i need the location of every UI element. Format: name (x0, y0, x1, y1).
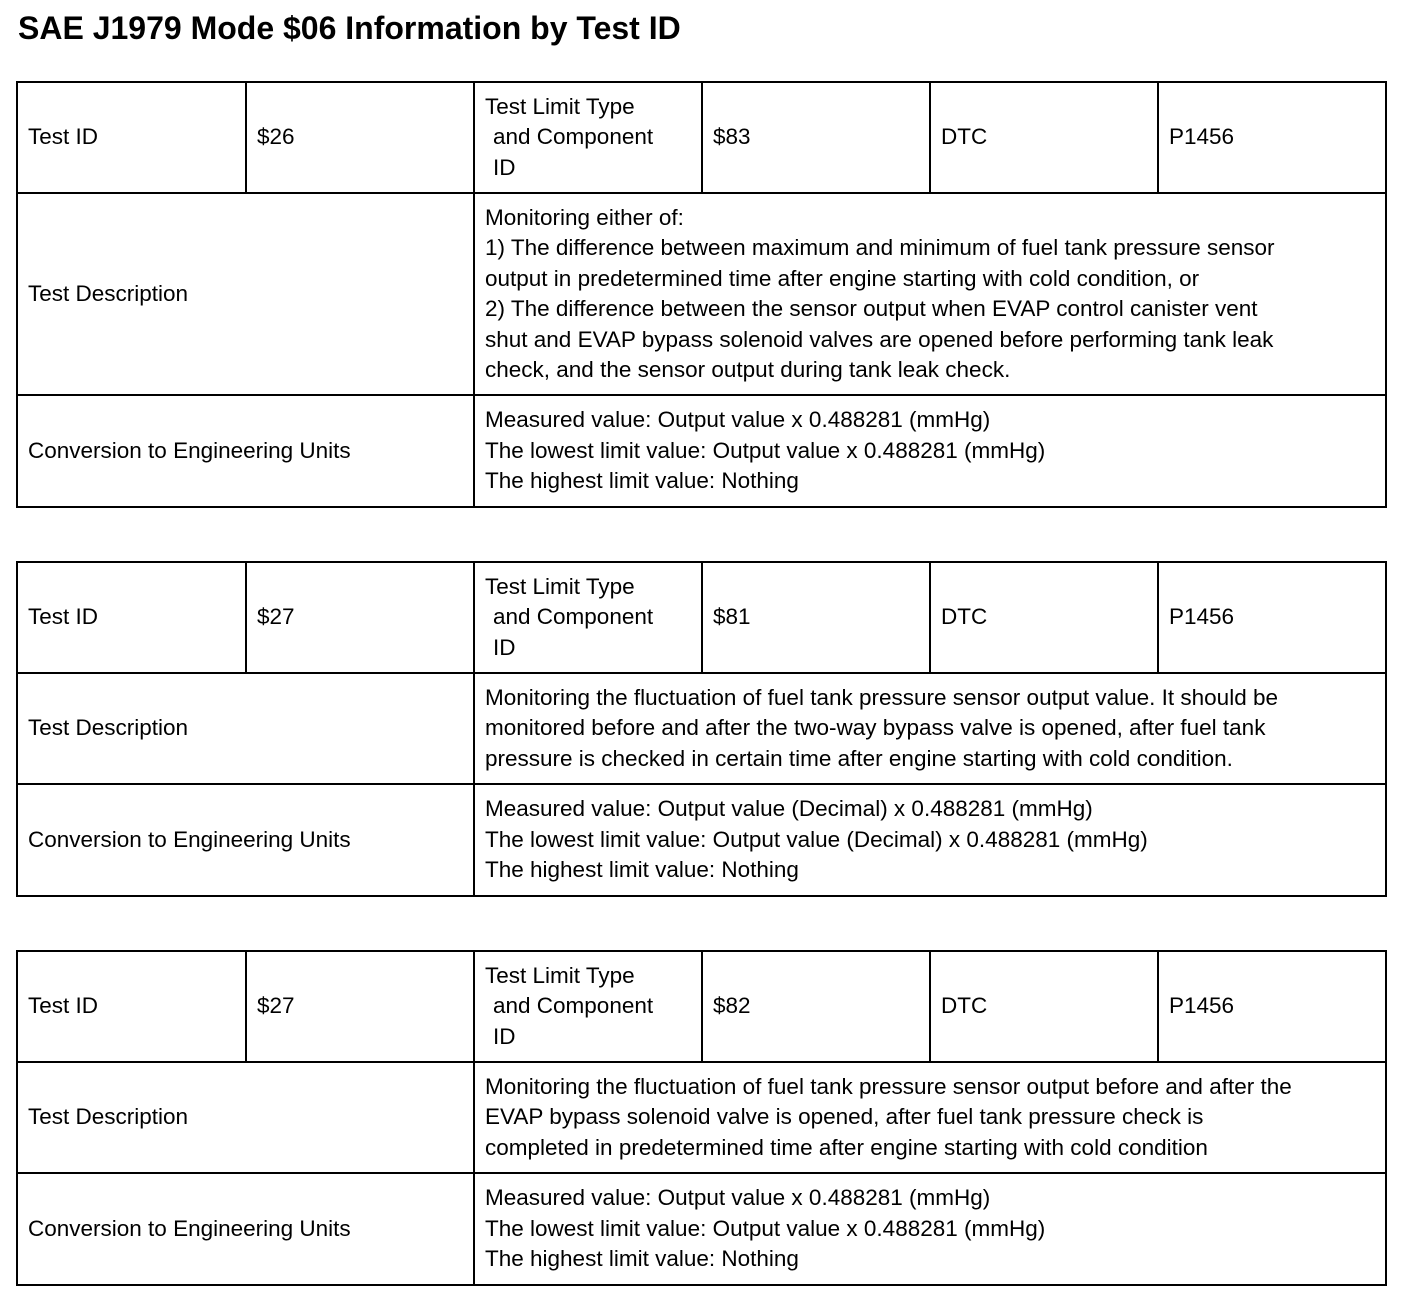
dtc-value: P1456 (1158, 562, 1386, 673)
conversion-label: Conversion to Engineering Units (17, 1173, 474, 1285)
conversion-line: Measured value: Output value (Decimal) x 0.488281 (mmHg) (485, 796, 1093, 822)
conversion-line: The highest limit value: Nothing (485, 1246, 799, 1272)
description-line: monitored before and after the two-way bypass valve is opened, after fuel tank (485, 715, 1266, 741)
limit-type-value: $82 (702, 951, 930, 1062)
limit-type-label (474, 951, 702, 1062)
limit-type-label-line: Test Limit Type (485, 93, 635, 119)
limit-type-label-line: ID (493, 154, 516, 180)
conversion-value (474, 395, 1386, 507)
conversion-line: The highest limit value: Nothing (485, 468, 799, 494)
description-line: completed in predetermined time after engine starting with cold condition (485, 1134, 1208, 1160)
dtc-value: P1456 (1158, 82, 1386, 193)
description-line: Monitoring either of: (485, 204, 684, 230)
test-description-value (474, 193, 1386, 395)
dtc-value: P1456 (1158, 951, 1386, 1062)
test-id-value: $27 (246, 951, 474, 1062)
limit-type-value: $83 (702, 82, 930, 193)
description-line: check, and the sensor output during tank leak check. (485, 357, 1011, 382)
limit-type-label (474, 82, 702, 193)
limit-type-label (474, 562, 702, 673)
conversion-label: Conversion to Engineering Units (17, 395, 474, 507)
conversion-value (474, 784, 1386, 896)
conversion-value (474, 1173, 1386, 1285)
limit-type-value: $81 (702, 562, 930, 673)
conversion-line: The lowest limit value: Output value x 0.488281 (mmHg) (485, 1215, 1046, 1241)
test-info-table (16, 81, 1387, 508)
dtc-label: DTC (930, 562, 1158, 673)
page-title: SAE J1979 Mode $06 Information by Test ID (18, 10, 681, 46)
description-line: output in predetermined time after engine starting with cold condition, or (485, 265, 1200, 291)
description-line: EVAP bypass solenoid valve is opened, after fuel tank pressure check is (485, 1104, 1204, 1130)
test-info-table (16, 950, 1387, 1286)
limit-type-label-line: ID (493, 1023, 516, 1049)
test-description-label: Test Description (17, 1062, 474, 1173)
dtc-label: DTC (930, 951, 1158, 1062)
limit-type-label-line: and Component (493, 993, 654, 1019)
description-line: shut and EVAP bypass solenoid valves are opened before performing tank leak (485, 326, 1274, 352)
conversion-line: The lowest limit value: Output value x 0.488281 (mmHg) (485, 437, 1046, 463)
test-description-value (474, 673, 1386, 784)
limit-type-label-line: and Component (493, 604, 654, 630)
test-description-label: Test Description (17, 673, 474, 784)
limit-type-label-line: ID (493, 634, 516, 660)
description-line: 2) The difference between the sensor output when EVAP control canister vent (485, 296, 1258, 321)
conversion-label: Conversion to Engineering Units (17, 784, 474, 896)
description-line: pressure is checked in certain time after engine starting with cold condition. (485, 745, 1233, 771)
test-id-label: Test ID (17, 82, 246, 193)
limit-type-label-line: and Component (493, 124, 654, 150)
test-description-label: Test Description (17, 193, 474, 395)
test-id-value: $26 (246, 82, 474, 193)
dtc-label: DTC (930, 82, 1158, 193)
conversion-line: Measured value: Output value x 0.488281 (mmHg) (485, 407, 991, 433)
limit-type-label-line: Test Limit Type (485, 573, 635, 599)
description-line: 1) The difference between maximum and minimum of fuel tank pressure sensor (485, 235, 1275, 260)
test-id-label: Test ID (17, 562, 246, 673)
conversion-line: The lowest limit value: Output value (Decimal) x 0.488281 (mmHg) (485, 826, 1148, 852)
limit-type-label-line: Test Limit Type (485, 962, 635, 988)
description-line: Monitoring the fluctuation of fuel tank pressure sensor output before and after the (485, 1073, 1292, 1099)
test-info-table (16, 561, 1387, 897)
test-description-value (474, 1062, 1386, 1173)
conversion-line: The highest limit value: Nothing (485, 857, 799, 883)
test-id-label: Test ID (17, 951, 246, 1062)
description-line: Monitoring the fluctuation of fuel tank pressure sensor output value. It should be (485, 684, 1278, 710)
test-id-value: $27 (246, 562, 474, 673)
conversion-line: Measured value: Output value x 0.488281 (mmHg) (485, 1185, 991, 1211)
